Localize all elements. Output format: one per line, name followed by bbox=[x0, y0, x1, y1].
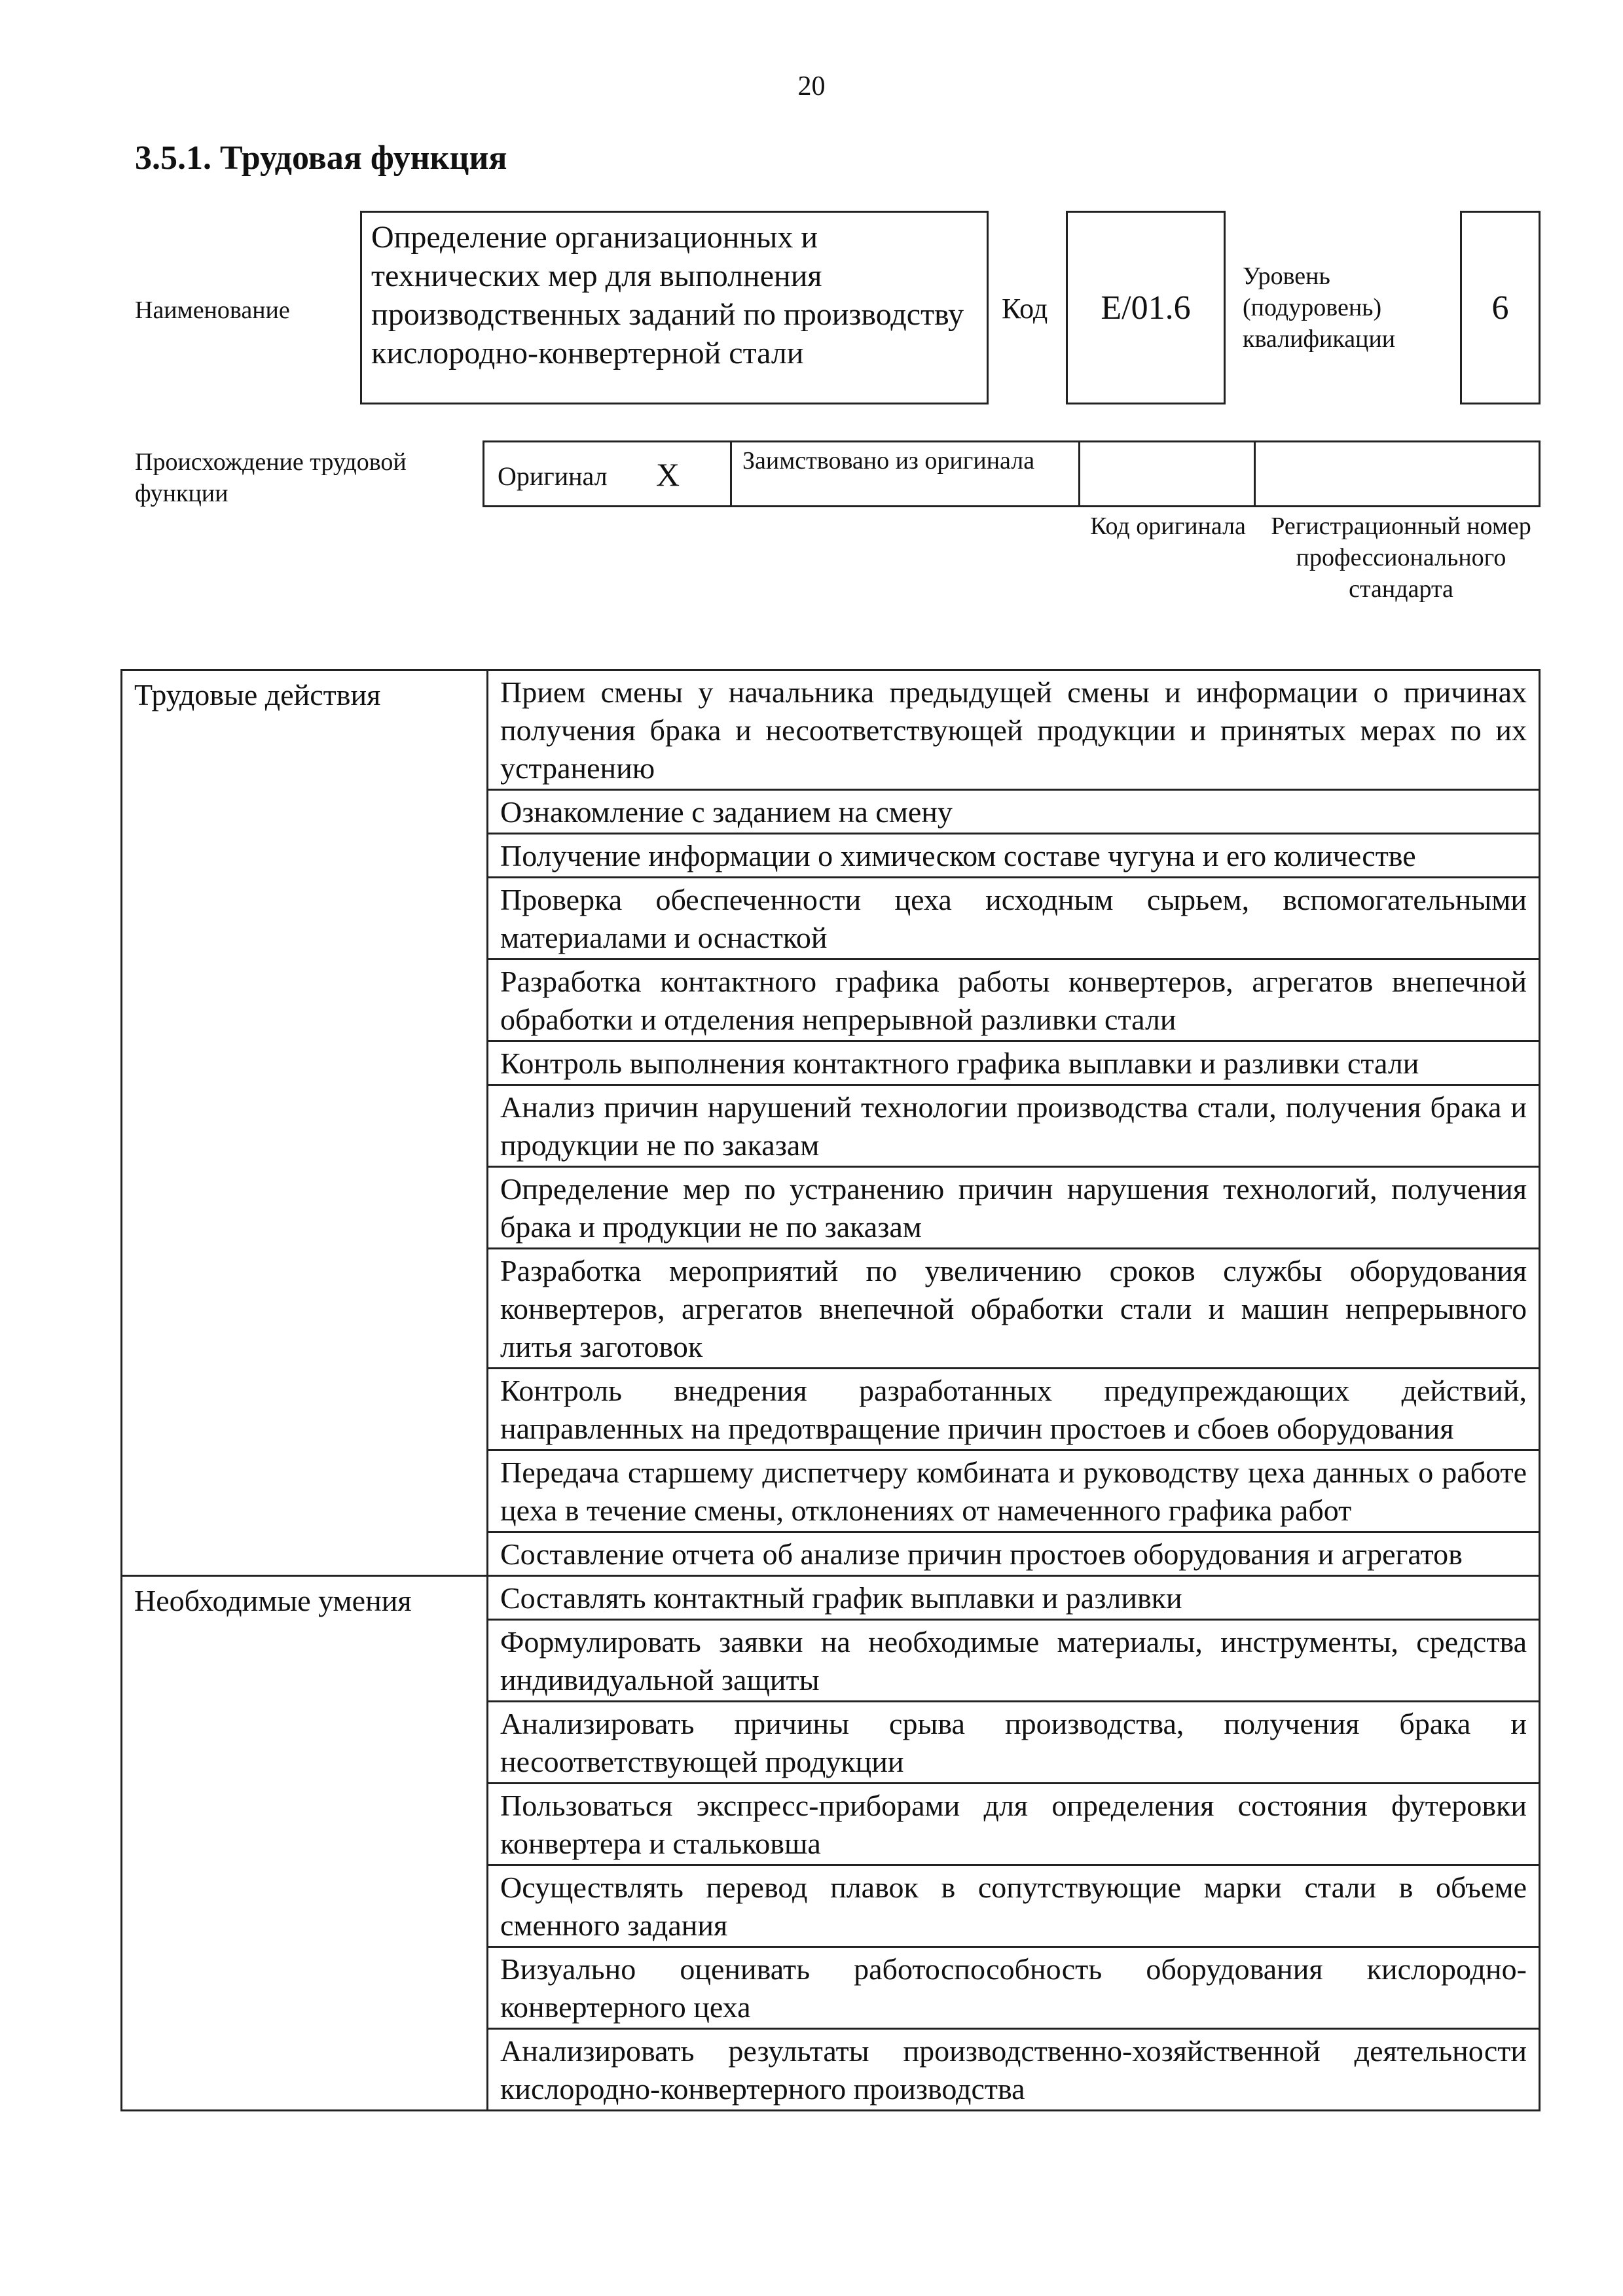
section-item-cell: Анализировать результаты производственно-хозяйственной деятельности кислородно-конвертерного производства bbox=[488, 2029, 1540, 2111]
section-item-cell: Ознакомление с заданием на смену bbox=[488, 790, 1540, 834]
section-item-cell: Формулировать заявки на необходимые материалы, инструменты, средства индивидуальной защиты bbox=[488, 1620, 1540, 1702]
section-item-cell: Контроль выполнения контактного графика выплавки и разливки стали bbox=[488, 1041, 1540, 1085]
section-category-cell: Трудовые действия bbox=[122, 670, 488, 1576]
section-title: 3.5.1. Трудовая функция bbox=[135, 139, 507, 177]
section-item-cell: Разработка мероприятий по увеличению сроков службы оборудования конвертеров, агрегатов внепечной обработки стали и машин непрерывного литья заготовок bbox=[488, 1249, 1540, 1369]
section-item-cell: Составление отчета об анализе причин простоев оборудования и агрегатов bbox=[488, 1532, 1540, 1576]
section-item-cell: Осуществлять перевод плавок в сопутствующие марки стали в объеме сменного задания bbox=[488, 1865, 1540, 1947]
section-item-cell: Прием смены у начальника предыдущей смены и информации о причинах получения брака и несоответствующей продукции и принятых мерах по их устранению bbox=[488, 670, 1540, 790]
section-item-cell: Проверка обеспеченности цеха исходным сырьем, вспомогательными материалами и оснасткой bbox=[488, 878, 1540, 960]
code-label: Код bbox=[1002, 293, 1048, 325]
original-mark: X bbox=[656, 456, 680, 493]
level-value: 6 bbox=[1491, 289, 1509, 327]
origin-label: Происхождение трудовой функции bbox=[135, 448, 407, 507]
labor-function-table bbox=[120, 669, 1541, 2111]
original-code-cell bbox=[1080, 442, 1256, 505]
section-item-cell: Передача старшему диспетчеру комбината и руководству цеха данных о работе цеха в течение смены, отклонениях от намеченного графика работ bbox=[488, 1450, 1540, 1532]
code-box bbox=[1066, 211, 1226, 404]
function-name-value: Определение организационных и технических мер для выполнения производственных заданий по производству кислородно-конвертерной стали bbox=[371, 220, 964, 370]
origin-table bbox=[483, 440, 1541, 507]
section-item-cell: Анализ причин нарушений технологии производства стали, получения брака и продукции не по заказам bbox=[488, 1085, 1540, 1167]
section-category-cell: Необходимые умения bbox=[122, 1576, 488, 2111]
section-item-cell: Визуально оценивать работоспособность оборудования кислородно-конвертерного цеха bbox=[488, 1947, 1540, 2029]
original-label: Оригинал bbox=[498, 461, 608, 491]
table-row bbox=[122, 1576, 1540, 1620]
level-box bbox=[1460, 211, 1541, 404]
section-item-cell: Составлять контактный график выплавки и разливки bbox=[488, 1576, 1540, 1620]
section-item-cell: Разработка контактного графика работы конвертеров, агрегатов внепечной обработки и отделения непрерывной разливки стали bbox=[488, 960, 1540, 1041]
borrowed-label: Заимствовано из оригинала bbox=[742, 447, 1035, 475]
original-code-caption: Код оригинала bbox=[1090, 512, 1246, 540]
section-item-cell: Получение информации о химическом составе чугуна и его количестве bbox=[488, 834, 1540, 878]
code-value: E/01.6 bbox=[1101, 289, 1191, 327]
section-item-cell: Определение мер по устранению причин нарушения технологий, получения брака и продукции не по заказам bbox=[488, 1167, 1540, 1249]
page-number: 20 bbox=[797, 71, 826, 101]
section-item-cell: Контроль внедрения разработанных предупреждающих действий, направленных на предотвращение причин простоев и сбоев оборудования bbox=[488, 1369, 1540, 1450]
borrowed-cell bbox=[732, 442, 1080, 505]
table-row bbox=[122, 670, 1540, 790]
reg-number-cell bbox=[1256, 442, 1539, 505]
name-label: Наименование bbox=[135, 296, 290, 324]
section-item-cell: Пользоваться экспресс-приборами для определения состояния футеровки конвертера и стальковша bbox=[488, 1784, 1540, 1865]
function-name-box bbox=[360, 211, 989, 404]
original-cell bbox=[484, 442, 732, 505]
level-label: Уровень (подуровень) квалификации bbox=[1243, 262, 1396, 353]
reg-number-caption: Регистрационный номер профессионального стандарта bbox=[1271, 512, 1531, 603]
section-item-cell: Анализировать причины срыва производства, получения брака и несоответствующей продукции bbox=[488, 1702, 1540, 1784]
